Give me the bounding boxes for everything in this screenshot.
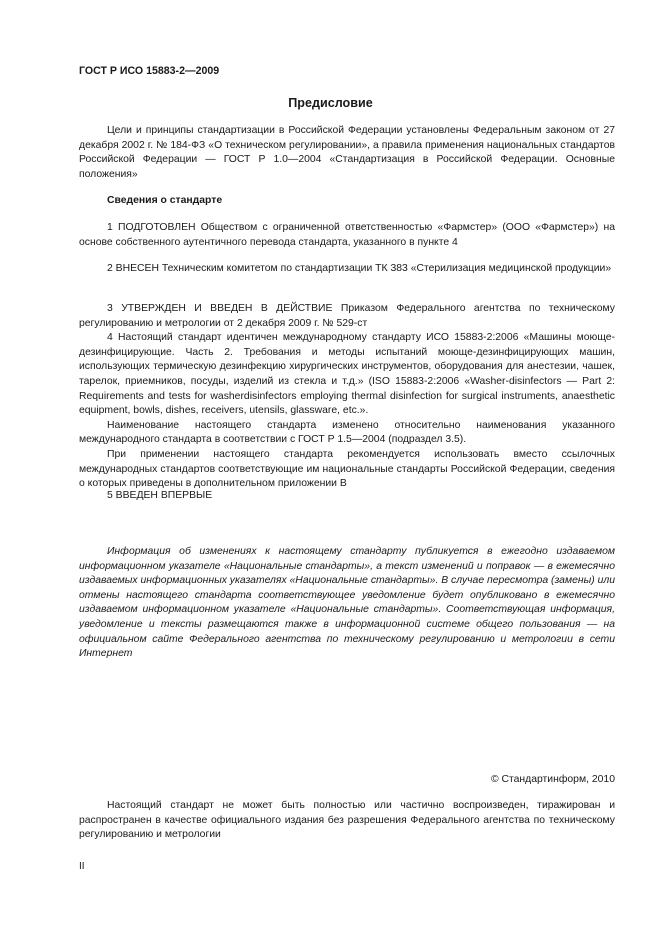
item-4-rename-paragraph: Наименование настоящего стандарта изменено относительно наименования указанного международного стандарта в соответствии с ГОСТ Р 1.5—2004 (подраздел 3.5).	[79, 419, 615, 446]
notice-block	[79, 545, 615, 662]
rights-paragraph: Настоящий стандарт не может быть полностью или частично воспроизведен, тиражирован и распространен в качестве официального издания без разрешения Федерального агентства по техническому регулированию и метрологии	[79, 800, 615, 841]
item-3-paragraph: 3 УТВЕРЖДЕН И ВВЕДЕН В ДЕЙСТВИЕ Приказом Федерального агентства по техническому регулированию и метрологии от 2 декабря 2009 г. № 529-ст	[79, 303, 615, 329]
page-number: II	[79, 861, 85, 872]
notice-paragraph: Информация об изменениях к настоящему стандарту публикуется в ежегодно издаваемом информационном указателе «Национальные стандарты», а текст изменений и поправок — в ежемесячно издаваемых информационных указателях «Национальные стандарты». В случае пересмотра (замены) или отмены настоящего стандарта соответствующее уведомление будет опубликовано в ежемесячно издаваемом информационном указателе «Национальные стандарты». Соответствующая информация, уведомление и тексты размещаются также в информационной системе общего пользования — на официальном сайте Федерального агентства по техническому регулированию и метрологии в сети Интернет	[79, 546, 615, 660]
document-code-header: ГОСТ Р ИСО 15883-2—2009	[79, 65, 220, 77]
intro-paragraph: Цели и принципы стандартизации в Российской Федерации установлены Федеральным законом от 27 декабря 2002 г. № 184-ФЗ «О техническом регулировании», а правила применения национальных стандартов Российской Федерации — ГОСТ Р 1.0—2004 «Стандартизация в Российской Федерации. Основные положения»	[79, 125, 615, 180]
item-3-4-block	[79, 302, 615, 492]
item-4-references-paragraph: При применении настоящего стандарта рекомендуется использовать вместо ссылочных международных стандартов соответствующие им национальные стандарты Российской Федерации, сведения о которых приведены в дополнительном приложении В	[79, 448, 615, 490]
rights-block	[79, 799, 615, 843]
item-2-block	[79, 262, 615, 277]
item-2-paragraph: 2 ВНЕСЕН Техническим комитетом по стандартизации ТК 383 «Стерилизация медицинской продукции»	[107, 263, 612, 274]
item-5-paragraph: 5 ВВЕДЕН ВПЕРВЫЕ	[107, 490, 213, 501]
item-4-paragraph: 4 Настоящий стандарт идентичен международному стандарту ИСО 15883-2:2006 «Машины моюще-дезинфицирующие. Часть 2. Требования и методы испытаний моюще-дезинфицирующих машин, использующих термическую дезинфекцию хирургических инструментов, оборудования для анестезии, чашек, тарелок, приемников, посуды, изделий из стекла и т.д.» (ISO 15883-2:2006 «Washer-disinfectors — Part 2: Requirements and tests for washerdisinfectors employing thermal disinfection for surgical instruments, anaesthetic equipment, bowls, dishes, receivers, utensils, glassware, etc.».	[79, 332, 615, 417]
item-1-paragraph: 1 ПОДГОТОВЛЕН Обществом с ограниченной ответственностью «Фармстер» (ООО «Фармстер») на основе собственного аутентичного перевода стандарта, указанного в пункте 4	[79, 222, 615, 248]
item-1-block	[79, 221, 615, 250]
page-title: Предисловие	[288, 96, 373, 110]
item-5-block	[79, 489, 615, 504]
copyright-line: © Стандартинформ, 2010	[490, 774, 615, 785]
intro-block	[79, 124, 615, 182]
section-subheading: Сведения о стандарте	[107, 195, 223, 206]
